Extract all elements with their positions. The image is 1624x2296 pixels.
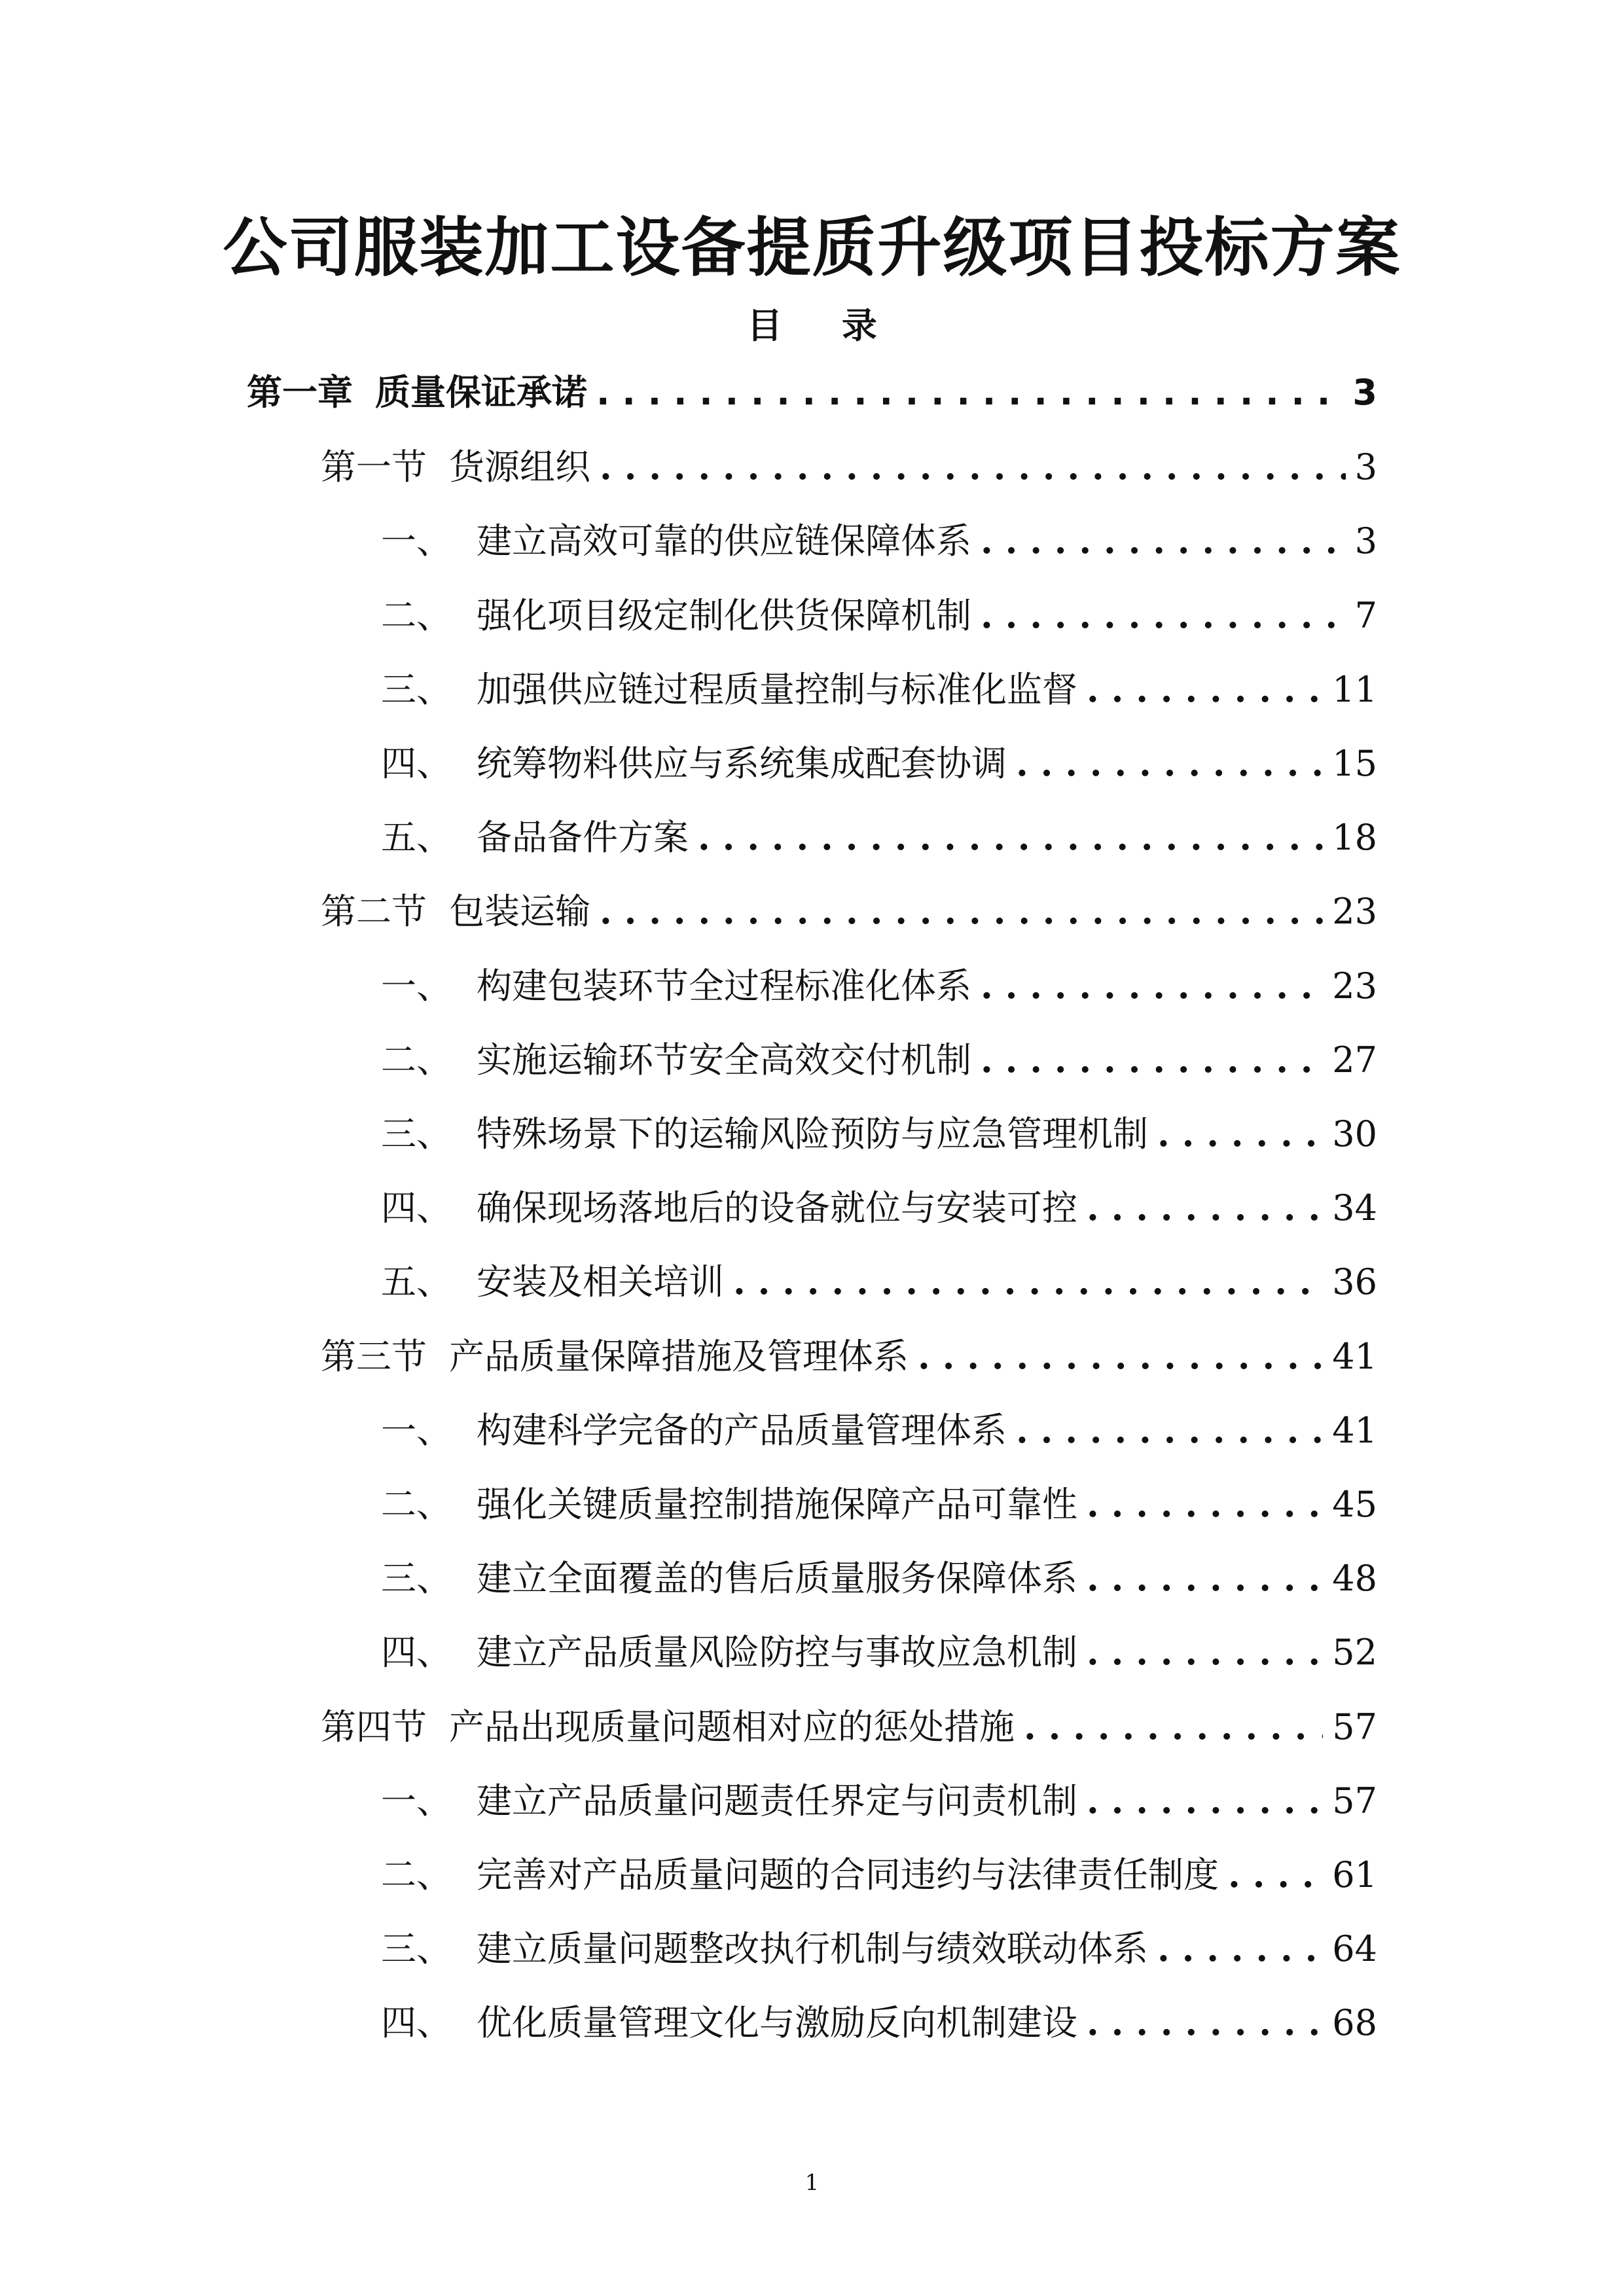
toc-section-entry[interactable] <box>321 1330 1377 1382</box>
toc-entry-title: 加强供应链过程质量控制与标准化监督 <box>477 668 1077 710</box>
toc-chapter-entry[interactable] <box>247 367 1377 419</box>
toc-entry-title: 建立高效可靠的供应链保障体系 <box>477 520 971 562</box>
document-title: 公司服装加工设备提质升级项目投标方案 <box>223 211 1401 285</box>
toc-dot-leader <box>1087 1181 1323 1234</box>
toc-dot-leader <box>1024 1700 1323 1753</box>
toc-entry-page: 23 <box>1332 965 1377 1007</box>
toc-dot-leader <box>981 960 1323 1012</box>
toc-entry-number: 二、 <box>381 1854 452 1895</box>
toc-dot-leader <box>1016 1404 1323 1456</box>
toc-entry-number: 五、 <box>381 817 452 859</box>
toc-entry-number: 二、 <box>381 1484 452 1525</box>
toc-entry-title: 构建包装环节全过程标准化体系 <box>477 965 971 1007</box>
toc-entry-page: 52 <box>1332 1632 1377 1674</box>
toc-entry-page: 3 <box>1354 520 1377 562</box>
toc-entry-title: 强化关键质量控制措施保障产品可靠性 <box>477 1484 1077 1525</box>
toc-entry-title: 完善对产品质量问题的合同违约与法律责任制度 <box>477 1854 1219 1895</box>
toc-entry-title: 实施运输环节安全高效交付机制 <box>477 1039 971 1081</box>
toc-subsection-entry[interactable] <box>381 1033 1377 1086</box>
toc-dot-leader <box>1087 1552 1323 1604</box>
toc-entry-title: 质量保证承诺 <box>375 372 587 413</box>
toc-subsection-entry[interactable] <box>381 1552 1377 1604</box>
toc-subsection-entry[interactable] <box>381 1255 1377 1308</box>
toc-subsection-entry[interactable] <box>381 811 1377 863</box>
toc-entry-title: 优化质量管理文化与激励反向机制建设 <box>477 2002 1077 2044</box>
toc-heading: 目 录 <box>747 305 901 346</box>
toc-section-entry[interactable] <box>321 1700 1377 1753</box>
toc-entry-number: 四、 <box>381 1632 452 1674</box>
toc-entry-page: 48 <box>1332 1558 1377 1600</box>
toc-entry-number: 四、 <box>381 2002 452 2044</box>
toc-dot-leader <box>1087 1774 1323 1827</box>
toc-entry-title: 建立质量问题整改执行机制与绩效联动体系 <box>477 1928 1148 1970</box>
toc-dot-leader <box>698 811 1323 863</box>
toc-dot-leader <box>600 885 1323 937</box>
toc-entry-number: 五、 <box>381 1261 452 1303</box>
toc-entry-title: 建立全面覆盖的售后质量服务保障体系 <box>477 1558 1077 1600</box>
toc-entry-number: 三、 <box>381 1113 452 1155</box>
toc-section-entry[interactable] <box>321 440 1377 493</box>
toc-dot-leader <box>1157 1107 1323 1160</box>
toc-dot-leader <box>1016 737 1323 789</box>
toc-entry-number: 一、 <box>381 1780 452 1821</box>
toc-entry-number: 一、 <box>381 1409 452 1451</box>
toc-entry-title: 构建科学完备的产品质量管理体系 <box>477 1409 1007 1451</box>
toc-section-entry[interactable] <box>321 885 1377 937</box>
toc-dot-leader <box>1087 663 1323 715</box>
toc-dot-leader <box>596 367 1343 419</box>
toc-dot-leader <box>981 589 1346 641</box>
toc-dot-leader <box>600 440 1346 493</box>
toc-dot-leader <box>1087 1626 1323 1678</box>
toc-entry-page: 7 <box>1354 594 1377 636</box>
toc-entry-title: 产品质量保障措施及管理体系 <box>449 1335 909 1377</box>
toc-entry-page: 57 <box>1332 1780 1377 1821</box>
toc-entry-page: 15 <box>1332 743 1377 784</box>
toc-entry-title: 产品出现质量问题相对应的惩处措施 <box>449 1706 1015 1748</box>
toc-entry-page: 3 <box>1352 372 1377 413</box>
toc-entry-number: 一、 <box>381 965 452 1007</box>
toc-entry-page: 30 <box>1332 1113 1377 1155</box>
toc-dot-leader <box>981 514 1346 567</box>
toc-subsection-entry[interactable] <box>381 1848 1377 1901</box>
toc-entry-page: 41 <box>1332 1409 1377 1451</box>
toc-subsection-entry[interactable] <box>381 1181 1377 1234</box>
toc-entry-title: 备品备件方案 <box>477 817 689 859</box>
toc-entry-page: 45 <box>1332 1484 1377 1525</box>
toc-entry-number: 三、 <box>381 1928 452 1970</box>
toc-entry-page: 3 <box>1354 446 1377 488</box>
toc-entry-page: 57 <box>1332 1706 1377 1748</box>
toc-entry-title: 特殊场景下的运输风险预防与应急管理机制 <box>477 1113 1148 1155</box>
toc-entry-page: 68 <box>1332 2002 1377 2044</box>
toc-subsection-entry[interactable] <box>381 514 1377 567</box>
toc-entry-number: 第四节 <box>321 1706 427 1748</box>
toc-entry-number: 三、 <box>381 668 452 710</box>
toc-subsection-entry[interactable] <box>381 1774 1377 1827</box>
toc-entry-page: 34 <box>1332 1187 1377 1229</box>
toc-dot-leader <box>1157 1922 1323 1975</box>
toc-entry-page: 36 <box>1332 1261 1377 1303</box>
toc-entry-title: 包装运输 <box>449 891 590 933</box>
toc-entry-number: 第二节 <box>321 891 427 933</box>
page-number: 1 <box>804 2170 820 2196</box>
toc-subsection-entry[interactable] <box>381 1626 1377 1678</box>
toc-entry-title: 建立产品质量风险防控与事故应急机制 <box>477 1632 1077 1674</box>
toc-entry-page: 61 <box>1332 1854 1377 1895</box>
toc-entry-number: 一、 <box>381 520 452 562</box>
toc-entry-title: 建立产品质量问题责任界定与问责机制 <box>477 1780 1077 1821</box>
toc-dot-leader <box>1087 1478 1323 1530</box>
toc-entry-page: 64 <box>1332 1928 1377 1970</box>
toc-subsection-entry[interactable] <box>381 1478 1377 1530</box>
toc-dot-leader <box>981 1033 1323 1086</box>
toc-dot-leader <box>1228 1848 1323 1901</box>
toc-entry-page: 41 <box>1332 1335 1377 1377</box>
toc-entry-title: 安装及相关培训 <box>477 1261 724 1303</box>
toc-dot-leader <box>918 1330 1323 1382</box>
toc-entry-number: 四、 <box>381 743 452 784</box>
toc-subsection-entry[interactable] <box>381 960 1377 1012</box>
toc-subsection-entry[interactable] <box>381 1922 1377 1975</box>
toc-entry-number: 第三节 <box>321 1335 427 1377</box>
toc-entry-page: 11 <box>1332 668 1377 710</box>
toc-entry-page: 27 <box>1332 1039 1377 1081</box>
toc-dot-leader <box>1087 1996 1323 2049</box>
toc-entry-number: 三、 <box>381 1558 452 1600</box>
toc-subsection-entry[interactable] <box>381 737 1377 789</box>
toc-entry-number: 二、 <box>381 1039 452 1081</box>
toc-entry-title: 货源组织 <box>449 446 590 488</box>
toc-subsection-entry[interactable] <box>381 663 1377 715</box>
toc-entry-number: 二、 <box>381 594 452 636</box>
toc-entry-title: 强化项目级定制化供货保障机制 <box>477 594 971 636</box>
toc-entry-title: 确保现场落地后的设备就位与安装可控 <box>477 1187 1077 1229</box>
toc-entry-number: 第一章 <box>247 372 353 413</box>
toc-entry-page: 23 <box>1332 891 1377 933</box>
toc-subsection-entry[interactable] <box>381 1107 1377 1160</box>
toc-entry-number: 第一节 <box>321 446 427 488</box>
toc-entry-number: 四、 <box>381 1187 452 1229</box>
toc-dot-leader <box>733 1255 1323 1308</box>
toc-subsection-entry[interactable] <box>381 589 1377 641</box>
toc-entry-page: 18 <box>1332 817 1377 859</box>
toc-subsection-entry[interactable] <box>381 1996 1377 2049</box>
toc-subsection-entry[interactable] <box>381 1404 1377 1456</box>
toc-entry-title: 统筹物料供应与系统集成配套协调 <box>477 743 1007 784</box>
